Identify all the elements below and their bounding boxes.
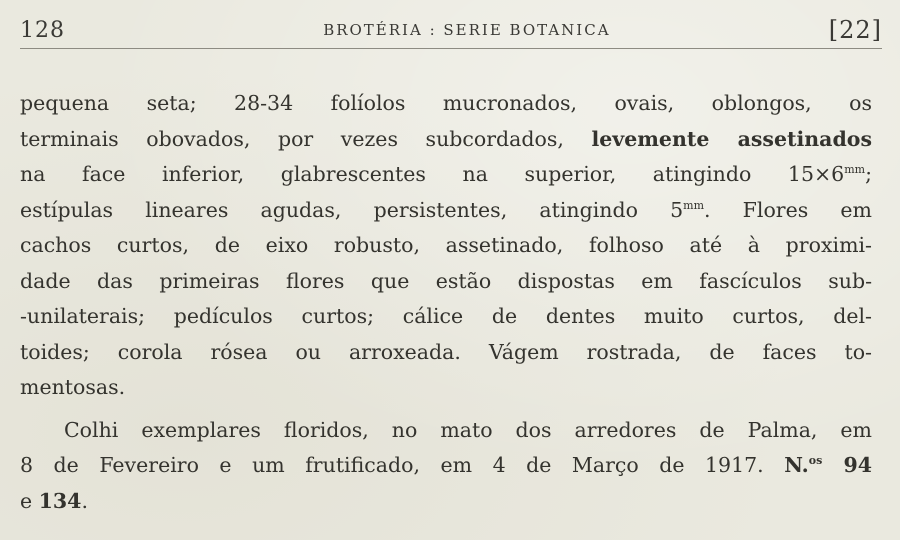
paragraph-1-line-4 — [20, 193, 872, 229]
paragraph-gap — [20, 406, 872, 413]
text-run: . Flores em — [704, 197, 872, 222]
journal-title: BROTÉRIA : SERIE BOTANICA — [323, 21, 611, 39]
paragraph-1-line-9: mentosas. — [20, 375, 126, 399]
text-run: na face inferior, glabrescentes na superior, atingindo 15×6 — [20, 162, 845, 186]
body-text — [20, 86, 872, 519]
page-number: 128 — [20, 17, 65, 43]
paragraph-1-line-1: pequena seta; 28-34 folíolos mucronados, ovais, oblongos, os — [20, 91, 872, 115]
bold-text-run: levemente assetinados — [591, 126, 872, 151]
paragraph-1-line-5: cachos curtos, de eixo robusto, assetinado, folhoso até à proximi- — [20, 233, 872, 257]
issue-number: [22] — [828, 16, 882, 44]
unit-superscript: mm — [683, 198, 705, 212]
paragraph-1-line-6: dade das primeiras flores que estão dispostas em fascículos sub- — [20, 268, 872, 293]
text-run: Colhi exemplares floridos, no mato dos arredores de Palma, em — [64, 417, 872, 442]
text-run: . — [81, 488, 88, 513]
unit-superscript: mm — [844, 163, 866, 177]
text-run: estípulas lineares agudas, persistentes, atingindo 5 — [20, 197, 684, 222]
paragraph-1-line-8: toides; corola rósea ou arroxeada. Vágem rostrada, de faces to- — [20, 339, 872, 364]
paragraph-2-line-2 — [20, 448, 872, 484]
numero-superscript: os — [808, 454, 823, 468]
text-run: 8 de Fevereiro e um frutificado, em 4 de Março de 1917. — [20, 453, 785, 477]
running-header — [20, 12, 882, 49]
paragraph-2-line-1 — [20, 413, 872, 449]
paragraph-1-line-7: -unilaterais; pedículos curtos; cálice de dentes muito curtos, del- — [20, 304, 872, 328]
text-run: e — [20, 488, 39, 513]
text-run: terminais obovados, por vezes subcordados, — [20, 126, 592, 151]
paragraph-2-line-3 — [20, 484, 872, 520]
bold-text-run: N. — [784, 453, 809, 477]
text-run: ; — [865, 162, 872, 186]
paragraph-1-line-3 — [20, 157, 872, 193]
paragraph-1-line-2 — [20, 122, 872, 158]
bold-text-run: 94 — [822, 453, 872, 477]
bold-text-run: 134 — [38, 488, 82, 513]
